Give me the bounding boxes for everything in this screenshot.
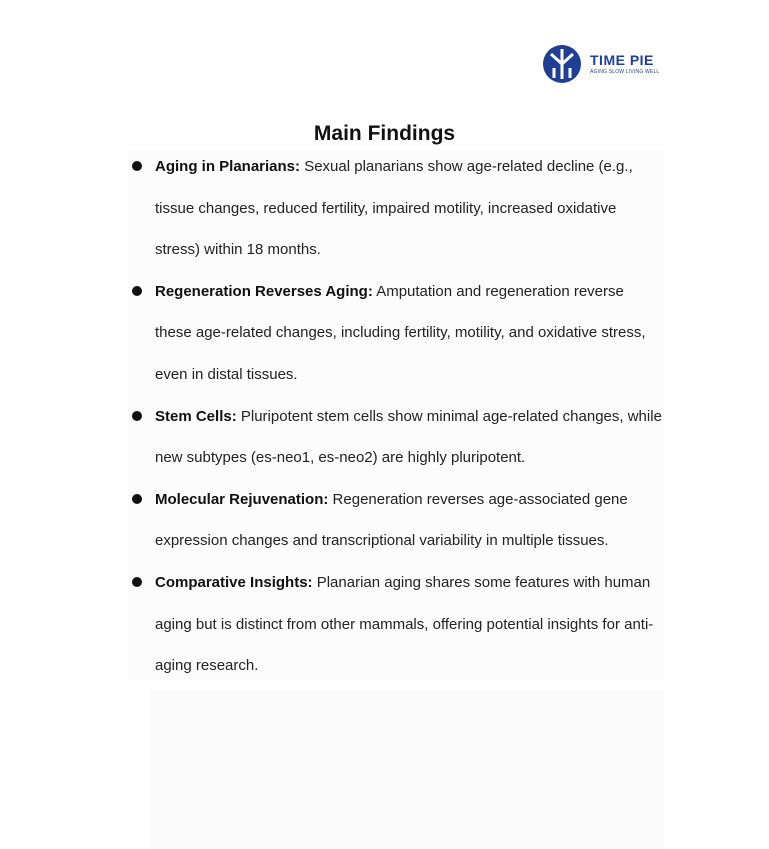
page-title: Main Findings: [313, 122, 456, 146]
finding-text: Amputation and regeneration reverse these age-related changes, including fertility, motility, and oxidative stress, even in distal tissues.: [155, 282, 646, 383]
bullet-icon: [132, 161, 142, 171]
finding-text: Regeneration reverses age-associated gene expression changes and transcriptional variability in multiple tissues.: [155, 490, 628, 550]
finding-heading: Regeneration Reverses Aging:: [155, 282, 373, 300]
finding-heading: Comparative Insights:: [155, 573, 313, 591]
time-pie-logo-icon: [542, 44, 582, 84]
lower-background: [150, 690, 664, 849]
finding-text: Pluripotent stem cells show minimal age-related changes, while new subtypes (es-neo1, es-neo2) are highly pluripotent.: [155, 407, 662, 467]
bullet-icon: [132, 577, 142, 587]
time-pie-logo: [542, 44, 659, 84]
finding-text: Planarian aging shares some features with human aging but is distinct from other mammals, offering potential insights for anti-aging research.: [155, 573, 654, 675]
logo-name: TIME PIE: [590, 52, 654, 68]
finding-stem-cells: [130, 396, 662, 479]
bullet-icon: [132, 286, 142, 296]
finding-heading: Stem Cells:: [155, 407, 237, 425]
finding-regeneration-reverses-aging: [130, 271, 662, 396]
finding-text: Sexual planarians show age-related decline (e.g., tissue changes, reduced fertility, impaired motility, increased oxidative stress) within 18 months.: [155, 158, 633, 259]
finding-aging-in-planarians: [130, 146, 662, 271]
findings-list: [130, 146, 662, 687]
finding-molecular-rejuvenation: [130, 479, 662, 562]
logo-tagline: AGING SLOW LIVING WELL: [590, 69, 660, 75]
finding-heading: Aging in Planarians:: [155, 158, 301, 175]
bullet-icon: [132, 494, 142, 504]
bullet-icon: [132, 411, 142, 421]
finding-heading: Molecular Rejuvenation:: [155, 490, 329, 508]
finding-comparative-insights: [130, 562, 662, 687]
